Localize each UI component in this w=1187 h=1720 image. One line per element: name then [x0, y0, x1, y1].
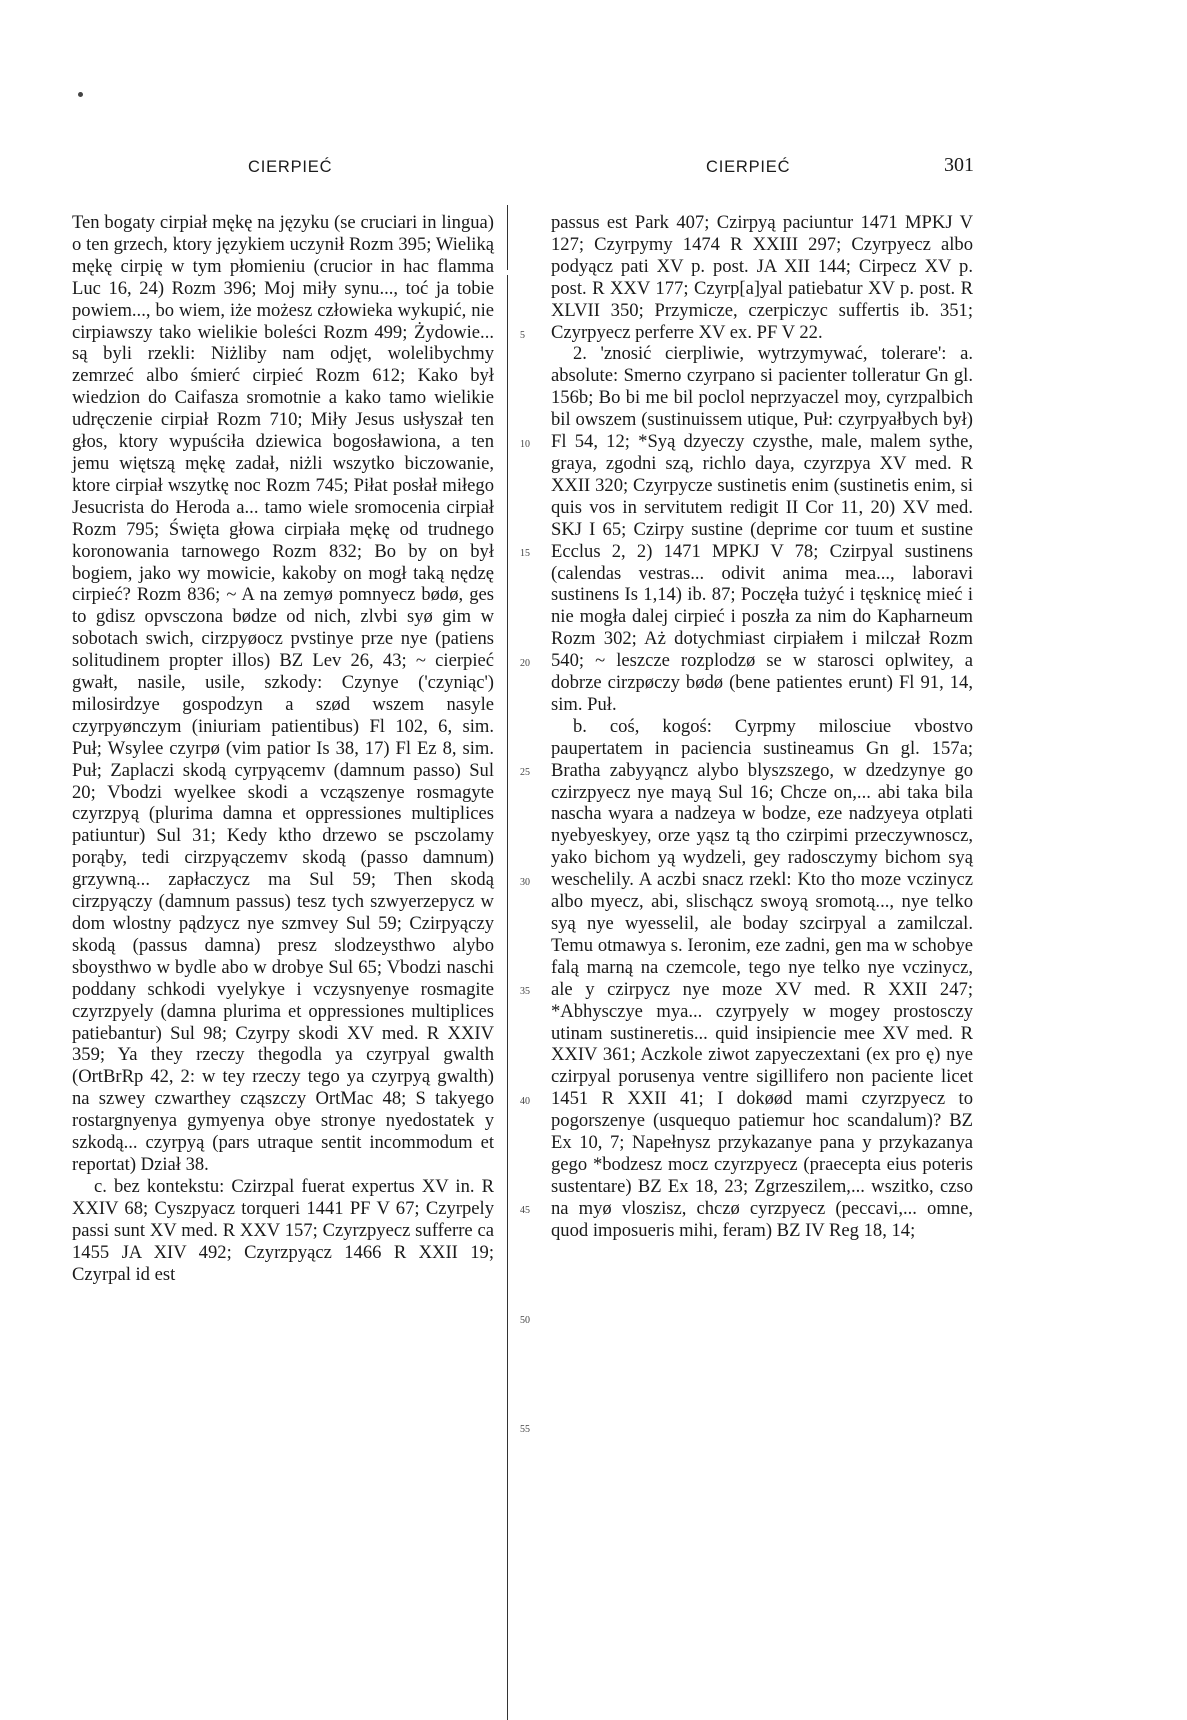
running-head-right: CIERPIEĆ: [706, 158, 791, 176]
column-divider: [507, 275, 508, 1720]
left-column-paragraph-1: Ten bogaty cirpiał mękę na języku (se cruciari in lingua) o ten grzech, ktory językiem uczynił Rozm 395; Wieliką mękę cirpię w tym płomieniu (crucior in hac flamma Luc 16, 24) Rozm 396; Moj miły synu..., toć ja tobie powiem..., bo wiem, iże możesz człowieka wykupić, nie cirpiawszy tako wielikie boleści Rozm 499; Żydowie... są byli rzekli: Niżliby nam odjęt, wolelibychmy zemrzeć albo śmierć cirpieć Rozm 612; Kako był wiedzion do Caifasza sromotnie a kako tamo wielikie udręczenie cirpiał Rozm 710; Miły Jesus usłyszał ten głos, ktory wypuściła dziewica bogosławiona, a ten jemu więtszą mękę zadał, niżli wszytko biczowanie, ktore cirpiał wszytkę noc Rozm 745; Piłat posłał miłego Jesucrista do Heroda a... tamo wiele sromocenia cirpiał Rozm 795; Święta głowa cirpiała mękę od trudnego koronowania tarnowego Rozm 832; Bo by on był bogiem, jako wy mowicie, kakoby on mogł taką nędzę cirpieć? Rozm 836; ~ A na zemyø pomnyecz bødø, ges to gdisz opvsczona bødze od nich, zlvbi syø gim w sobotach swich, cirzpyøocz pvstinye prze nye (patiens solitudinem propter illos) BZ Lev 26, 43; ~ cierpieć gwałt, nasile, usile, szkody: Czynye ('czyniąc') milosirdzye gospodzyn a szød wszem nasyle czyrpyønczym (iniuriam patientibus) Fl 102, 6, sim. Puł; Wsylee czyrpø (vim patior Is 38, 17) Fl Ez 8, sim. Puł; Zaplaczi skodą cyrpyącemv (damnum passo) Sul 20; Vbodzi wyelkee skodi a vcząszenye rosmagyte czyrzpyą (plurima damna et oppressiones multiplices patiuntur) Sul 31; Kedy ktho drzewo se psczolamy porąby, tedi cirzpyączemv skodą (passo damnum) grzywną... zapłaczycz ma Sul 59; Then skodą cirzpyączy (damnum passus) tesz tych szwyerzepycz w dom wlostny pądzycz nye szmvey Sul 59; Czirpyączy skodą (passus damna) presz slodzeysthwo alybo sboysthwo w bydle abo w drobye Sul 65; Vbodzi naschi poddany schkodi vyelykye i vczysnyenye rosmagite czyrzpyely (damna plurima et oppressiones multiplices patiebantur) Sul 98; Czyrpy skodi XV med. R XXIV 359; Ya they rzeczy thegodla ya czyrpyal gwalth (OrtBrRp 42, 2: w tey rzeczy tego ya czyrpyą gwalth) na szwey czwarthey cząszczy OrtMac 48; S takyego rostargnyenya gymyenya obye stronye nyedostatek y szkodą... czyrpyą (pars utraque sentit incommodum et reportat) Dział 38.: [72, 212, 494, 1175]
line-number-35: 35: [520, 986, 530, 997]
line-number-40: 40: [520, 1096, 530, 1107]
line-number-10: 10: [520, 439, 530, 450]
left-column: [72, 212, 494, 1285]
right-column-paragraph-1: passus est Park 407; Czirpyą paciuntur 1471 MPKJ V 127; Czyrpymy 1474 R XXIII 297; Czyrpyecz albo podyącz pati XV p. post. JA XII 144; Cirpecz XV p. post. R XXV 177; Czyrp[a]yal patiebatur XV p. post. R XLVII 350; Przymicze, czerpiczyc suffertis ib. 351; Czyrpyecz perferre XV ex. PF V 22.: [551, 212, 973, 343]
right-column-paragraph-3: b. coś, kogoś: Cyrpmy milosciue vbostvo paupertatem in paciencia sustineamus Gn gl. 157a; Bratha zabyyąncz alybo blyszszego, w dzedzynye go czirzpyecz nye mayą Sul 16; Chcze on,... abi taka bila nascha wyara a nadzeya w bodze, eze nadzyeya otplati nyebyeskyey, orze yąsz tą tho czirpimi przeczywnoscz, yako bichom yą wydzeli, gey radosczymy bichom syą weschelily. A aczbi snacz rzekl: Kto tho moze vczinycz albo myecz, abi, slischącz swoyą sromotą..., nye telko syą nye wyesselil, ale boday szcirpyal a zamilczal. Temu otmawya s. Ieronim, eze zadni, gen ma w schobye falą marną na czemcole, tego nye telko nye vczinycz, ale y czirpycz nye moze XV med. R XXII 247; *Abhysczye mya... czyrpyely w mogey prostosczy utinam sustineretis... quid insipiencie mee XV med. R XXIV 361; Aczkole ziwot zapyeczextani (ex pro ę) nye czirpyal porusenya ventre sigillifero non paciente licet 1451 R XXII 41; I dokøød mami czyrzpyecz to pogorszenye (usquequo patiemur hoc scandalum)? BZ Ex 10, 7; Napełnysz przykazanye pana y przykazanya gego *bodzesz mocz czyrzpyecz (praecepta eius poteris sustentare) BZ Ex 18, 23; Zgrzeszilem,... wszitko, czso na myø vloszisz, chczø cyrzpyecz (peccavi,... omne, quod imposueris mihi, feram) BZ IV Reg 18, 14;: [551, 715, 973, 1241]
left-column-paragraph-2: c. bez kontekstu: Czirzpal fuerat expertus XV in. R XXIV 68; Cyszpyacz torqueri 1441 PF V 67; Czyrpely passi sunt XV med. R XXV 157; Czyrzpyecz sufferre ca 1455 JA XIV 492; Czyrzpyącz 1466 R XXII 19; Czyrpal id est: [72, 1175, 494, 1285]
line-number-15: 15: [520, 548, 530, 559]
running-head-left: CIERPIEĆ: [248, 158, 333, 176]
page-speck: [78, 92, 83, 97]
line-number-30: 30: [520, 877, 530, 888]
line-number-25: 25: [520, 767, 530, 778]
page-number: 301: [944, 154, 974, 176]
line-number-45: 45: [520, 1205, 530, 1216]
line-number-50: 50: [520, 1315, 530, 1326]
line-number-5: 5: [520, 330, 525, 341]
line-number-55: 55: [520, 1424, 530, 1435]
line-number-20: 20: [520, 658, 530, 669]
right-column-paragraph-2: 2. 'znosić cierpliwie, wytrzymywać, tolerare': a. absolute: Smerno czyrpano si pacienter tolleratur Gn gl. 156b; Bo bi me bil poclol neprzyaczel moy, cyrzpalbich bil owszem (sustinuissem utique, Puł: czyrpyałbych był) Fl 54, 12; *Syą dzyeczy czysthe, male, malem sythe, graya, zgodni szą, richlo daya, czyrzpya XV med. R XXII 320; Czyrpycze sustinetis enim (sustinetis enim, si quis vos in servitutem redigit II Cor 11, 20) XV med. SKJ I 65; Czirpy sustine (deprime cor tuum et sustine Ecclus 2, 2) 1471 MPKJ V 78; Czirpyal sustinens (calendas vestras... odivit anima mea..., laboravi sustinens Is 1,14) ib. 87; Poczęła tużyć i tęsknicę mieć i nie mogła dalej cirpieć i poszła za nim do Kapharneum Rozm 302; Aż dotychmiast cirpiałem i milczał Rozm 540; ~ leszcze rozplodzø se w starosci oplwitey, a dobrze cirzpøczy bødø (bene patientes erunt) Fl 91, 14, sim. Puł.: [551, 343, 973, 715]
right-column: [551, 212, 973, 1242]
column-divider-top: [507, 205, 508, 270]
